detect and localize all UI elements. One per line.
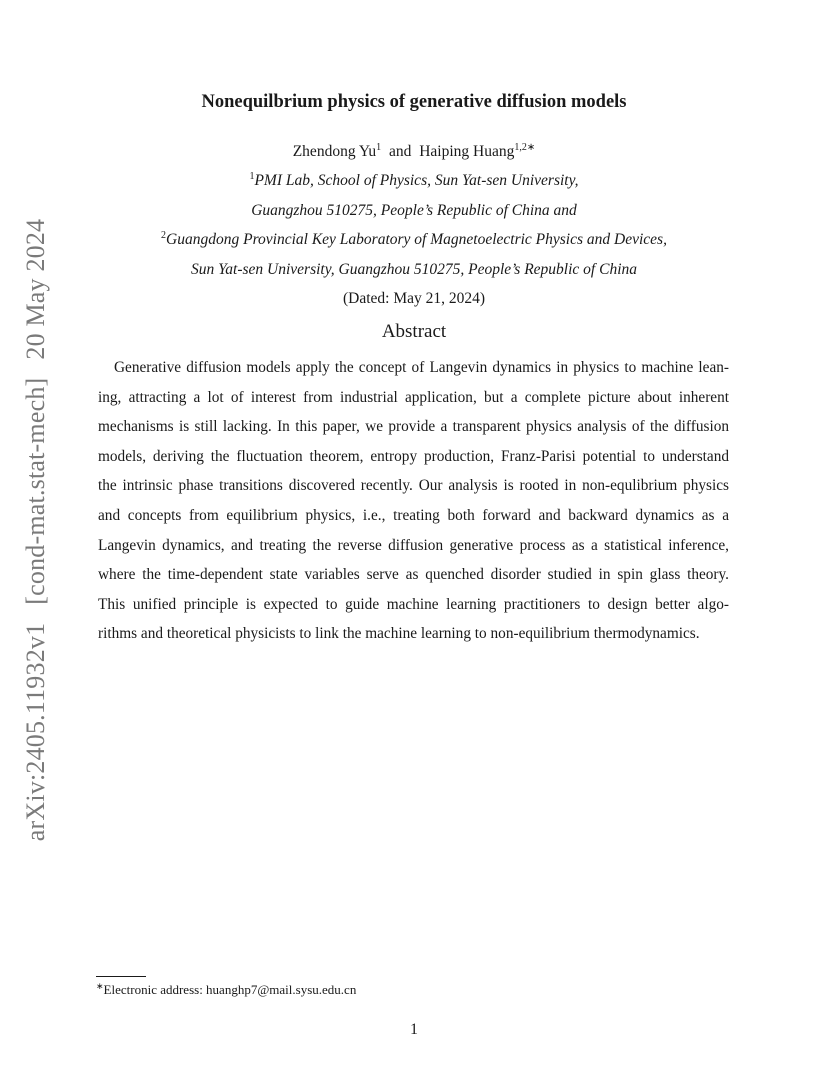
affiliation-1-line-2: Guangzhou 510275, People’s Republic of China and xyxy=(251,202,577,219)
arxiv-category: [cond-mat.stat-mech] xyxy=(21,377,50,605)
author-1-name: Zhendong Yu xyxy=(292,143,377,160)
author-conjunction: and xyxy=(388,143,412,160)
affiliation-2-line-2: Sun Yat-sen University, Guangzhou 510275, People’s Republic of China xyxy=(190,261,638,278)
affiliation-2-line-1 xyxy=(0,231,828,249)
affiliation-1-text: PMI Lab, School of Physics, Sun Yat-sen University, xyxy=(254,172,579,189)
arxiv-sidebar-stamp xyxy=(21,219,51,842)
page-number: 1 xyxy=(410,1021,418,1038)
affiliation-2-superscript: 2 xyxy=(161,230,167,241)
footnote-mark: ∗ xyxy=(96,981,104,991)
abstract-heading: Abstract xyxy=(381,321,447,342)
abstract-line: rithms and theoretical physicists to link the machine learning to non-equilibrium thermodynamics. xyxy=(98,625,700,643)
footnote-text: Electronic address: huanghp7@mail.sysu.edu.cn xyxy=(103,982,357,997)
abstract-line: the intrinsic phase transitions discovered recently. Our analysis is rooted in non-equlibrium physics xyxy=(98,477,729,495)
paper-title: Nonequilbrium physics of generative diffusion models xyxy=(201,92,627,112)
abstract-line: Langevin dynamics, and treating the reverse diffusion generative process as a statistical inference, xyxy=(98,536,729,554)
abstract-line: models, deriving the fluctuation theorem, entropy production, Franz-Parisi potential to understand xyxy=(98,447,729,465)
author-2-name: Haiping Huang xyxy=(419,143,515,160)
abstract-line: This unified principle is expected to guide machine learning practitioners to design better algo- xyxy=(98,595,729,613)
abstract-line: mechanisms is still lacking. In this paper, we provide a transparent physics analysis of the diffusion xyxy=(98,418,729,436)
arxiv-date: 20 May 2024 xyxy=(21,218,50,360)
footnote-rule xyxy=(96,976,146,977)
author-1-superscript: 1 xyxy=(376,142,382,153)
affiliation-2-text: Guangdong Provincial Key Laboratory of Magnetoelectric Physics and Devices, xyxy=(166,231,667,248)
abstract-body xyxy=(98,353,729,649)
abstract-line: ing, attracting a lot of interest from industrial application, but a complete picture about inherent xyxy=(98,388,729,406)
footnote xyxy=(96,982,356,998)
abstract-line: and concepts from equilibrium physics, i.e., treating both forward and backward dynamics as a xyxy=(98,506,729,524)
affiliation-1-superscript: 1 xyxy=(249,171,255,182)
dated-line: (Dated: May 21, 2024) xyxy=(342,290,486,307)
author-line xyxy=(0,143,828,161)
abstract-line: Generative diffusion models apply the concept of Langevin dynamics in physics to machine lean- xyxy=(114,359,729,376)
author-2-superscript: 1,2∗ xyxy=(514,142,536,153)
abstract-line: where the time-dependent state variables serve as quenched disorder studied in spin glass theory. xyxy=(98,566,729,584)
affiliation-1-line-1 xyxy=(0,172,828,190)
arxiv-id: arXiv:2405.11932v1 xyxy=(21,622,50,842)
